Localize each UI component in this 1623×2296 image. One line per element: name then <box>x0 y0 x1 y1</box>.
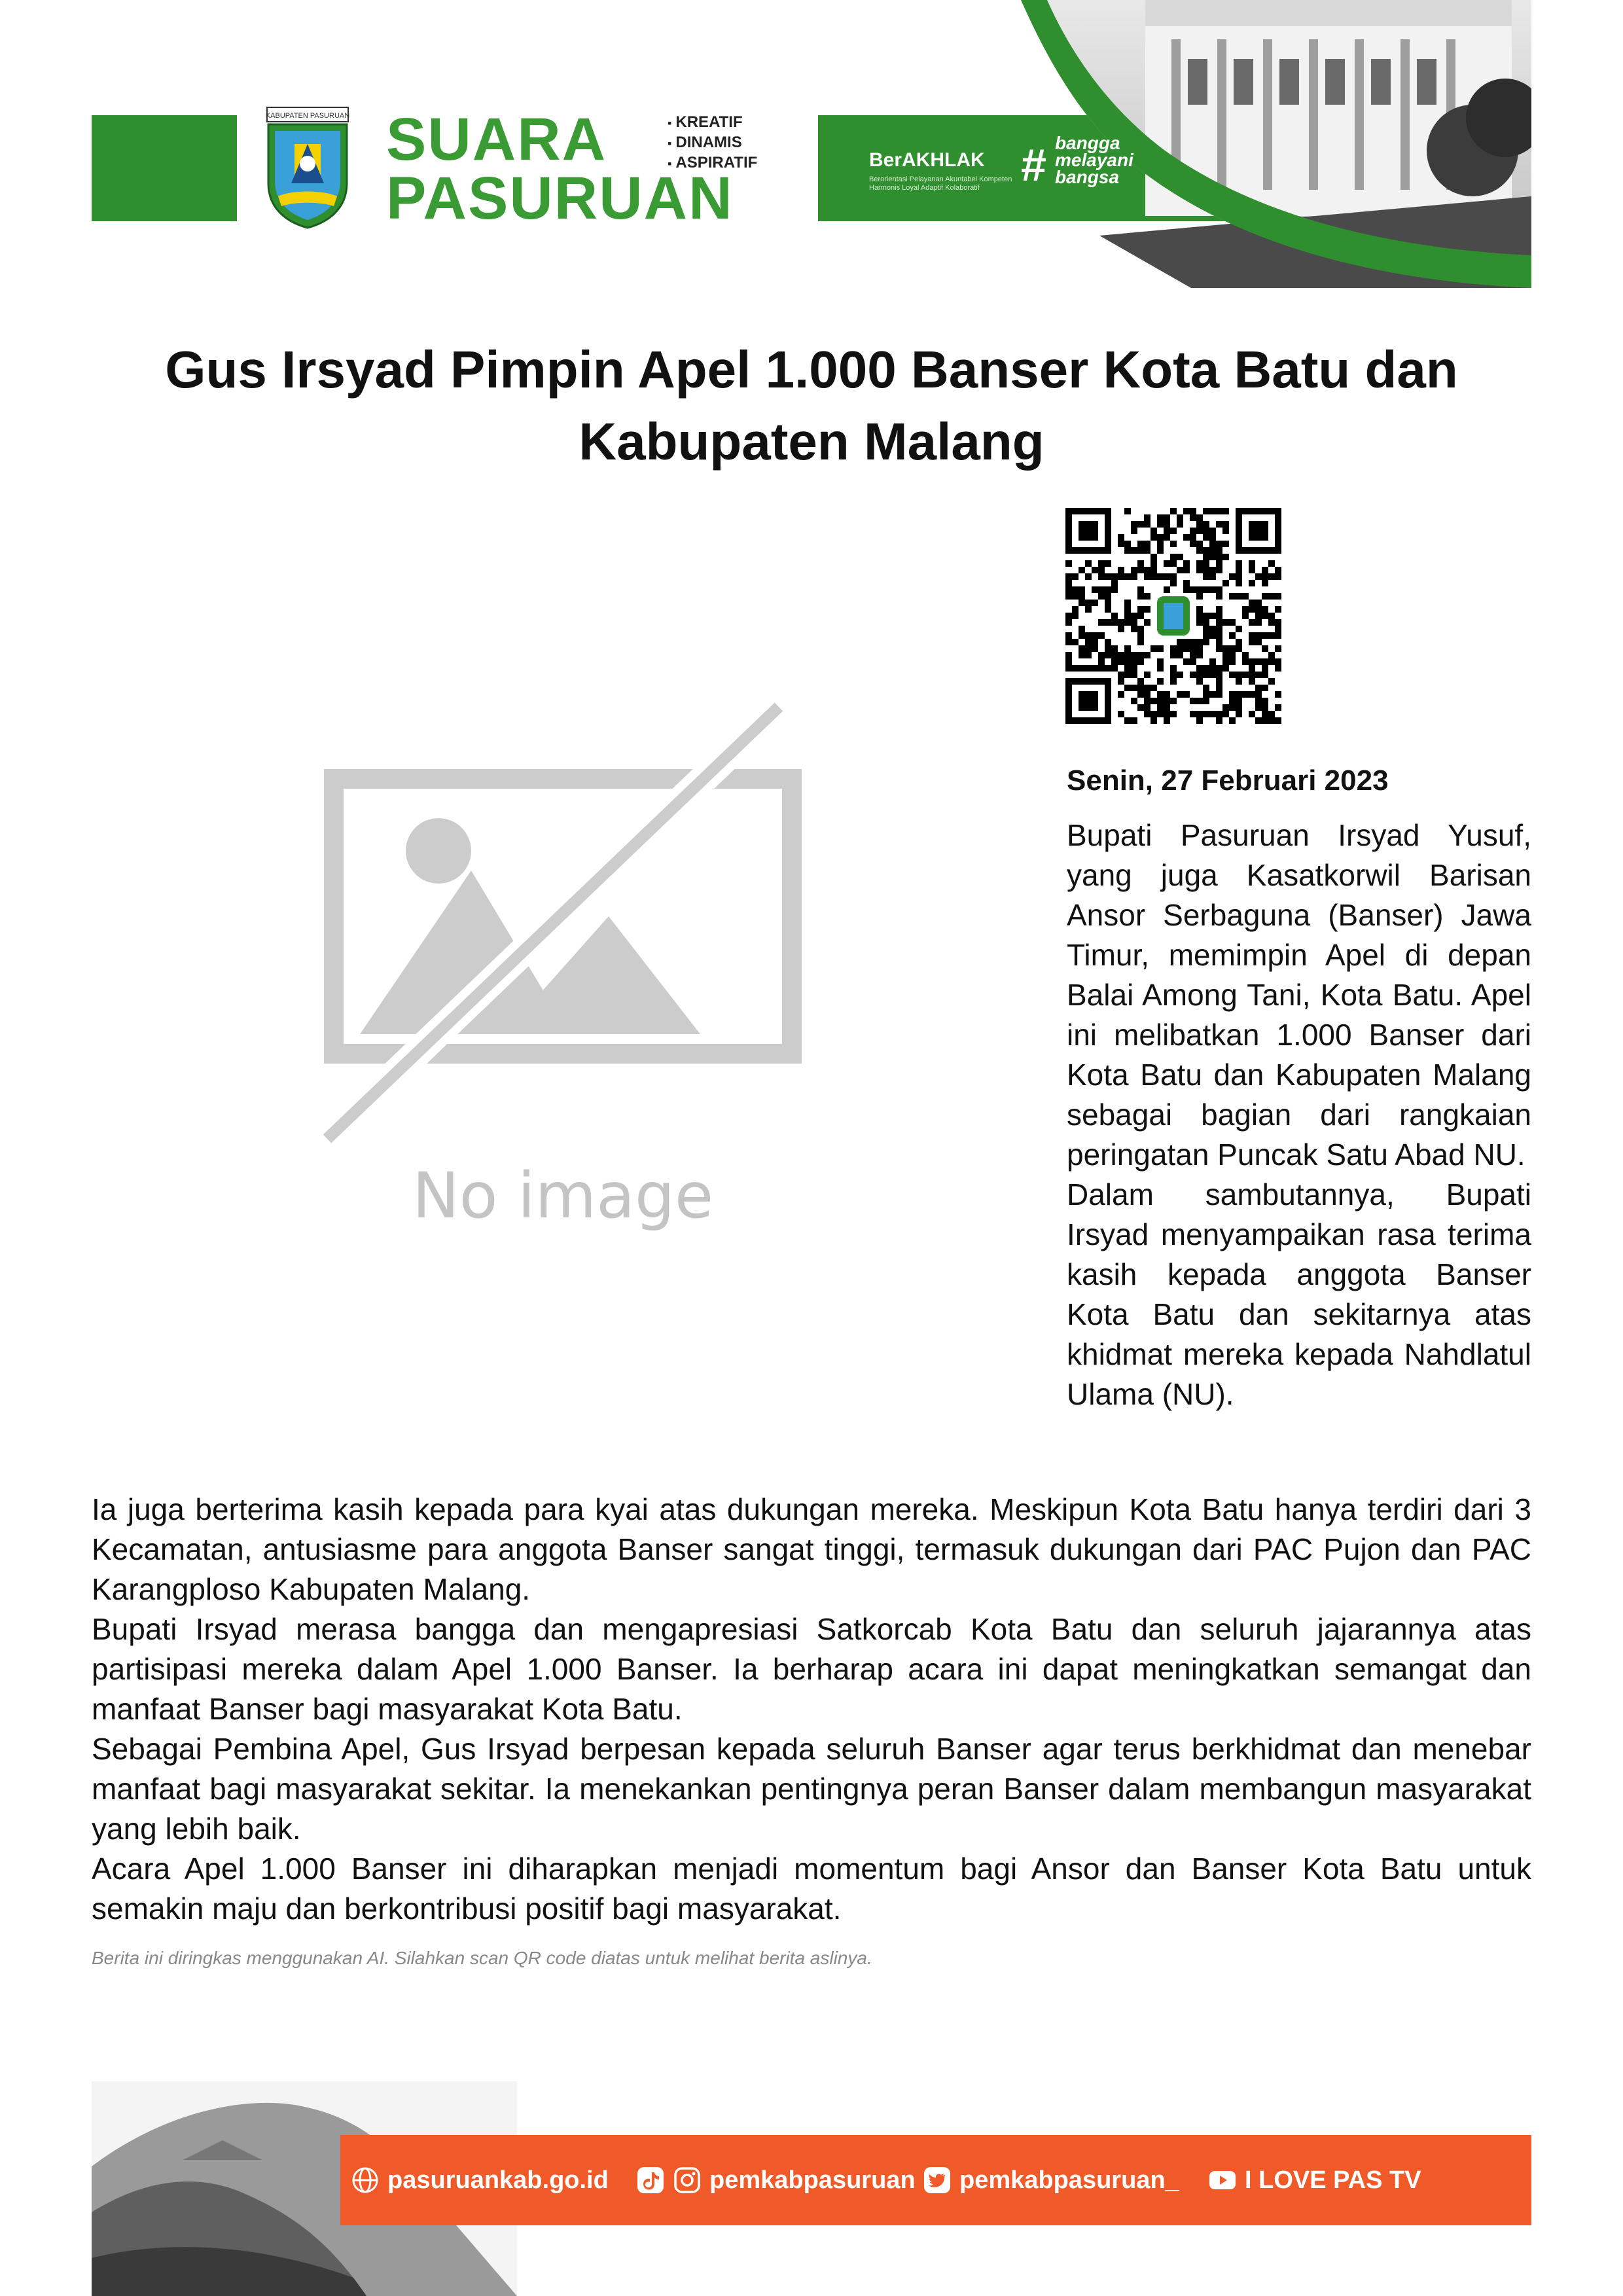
kabupaten-pasuruan-emblem <box>262 105 353 229</box>
footer-website-link[interactable] <box>351 2157 609 2203</box>
article-column-text <box>1067 816 1531 1414</box>
bangga-melayani-bangsa-logo <box>1055 135 1133 186</box>
body-paragraph: Sebagai Pembina Apel, Gus Irsyad berpesan kepada seluruh Banser agar terus berkhidmat dan menebar manfaat bagi masyarakat sekitar. Ia menekankan pentingnya peran Banser dalam membangun masyarakat yang lebih baik. <box>92 1732 1531 1846</box>
body-paragraph: Bupati Irsyad merasa bangga dan mengapresiasi Satkorcab Kota Batu dan seluruh jajarannya atas partisipasi mereka dalam Apel 1.000 Banser. Ia berharap acara ini dapat meningkatkan semangat dan manfaat Banser bagi masyarakat Kota Batu. <box>92 1612 1531 1726</box>
no-image-placeholder <box>308 694 818 1270</box>
column-paragraph: Bupati Pasuruan Irsyad Yusuf, yang juga Kasatkorwil Barisan Ansor Serbaguna (Banser) Jawa Timur, memimpin Apel di depan Balai Among Tani, Kota Batu. Apel ini melibatkan 1.000 Banser dari Kota Batu dan Kabupaten Malang sebagai bagian dari rangkaian peringatan Puncak Satu Abad NU. <box>1067 818 1531 1172</box>
ai-summary-note: Berita ini diringkas menggunakan AI. Silahkan scan QR code diatas untuk melihat berita aslinya. <box>92 1948 872 1968</box>
qr-code[interactable] <box>1065 508 1281 724</box>
brand-line-1: SUARA <box>386 106 607 173</box>
body-paragraph: Acara Apel 1.000 Banser ini diharapkan menjadi momentum bagi Ansor dan Banser Kota Batu untuk semakin maju dan berkontribusi positif bagi masyarakat. <box>92 1852 1531 1926</box>
emblem-caption: KABUPATEN PASURUAN <box>265 112 350 120</box>
article-body <box>92 1490 1531 1929</box>
bangga-line: melayani <box>1055 150 1133 170</box>
twitter-label: pemkabpasuruan_ <box>959 2166 1179 2194</box>
header-green-block-left <box>92 115 237 221</box>
tiktok-icon <box>636 2166 665 2195</box>
instagram-icon <box>673 2166 702 2195</box>
footer-youtube-link[interactable] <box>1208 2157 1421 2203</box>
instagram-label: pemkabpasuruan <box>709 2166 916 2194</box>
tagline-item: ▪ DINAMIS <box>668 133 757 153</box>
website-label: pasuruankab.go.id <box>387 2166 609 2194</box>
body-paragraph: Ia juga berterima kasih kepada para kyai atas dukungan mereka. Meskipun Kota Batu hanya terdiri dari 3 Kecamatan, antusiasme para anggota Banser sangat tinggi, termasuk dukungan dari PAC Pujon dan PAC Karangploso Kabupaten Malang. <box>92 1492 1531 1606</box>
berakhlak-logo: BerAKHLAK <box>869 149 985 171</box>
footer-tiktok-instagram-link[interactable] <box>636 2157 916 2203</box>
tagline-item: ▪ KREATIF <box>668 113 757 133</box>
bangga-line: bangga <box>1055 133 1120 153</box>
twitter-icon <box>923 2166 952 2195</box>
no-image-label: No image <box>412 1159 714 1232</box>
brand-tagline <box>668 113 757 173</box>
youtube-icon <box>1208 2166 1237 2195</box>
berakhlak-subtitle: Berorientasi Pelayanan Akuntabel Kompeten Harmonis Loyal Adaptif Kolaboratif <box>869 175 1012 192</box>
youtube-label: I LOVE PAS TV <box>1245 2166 1421 2194</box>
article-date: Senin, 27 Februari 2023 <box>1067 764 1389 797</box>
bangga-line: bangsa <box>1055 167 1120 187</box>
article-title: Gus Irsyad Pimpin Apel 1.000 Banser Kota Batu dan Kabupaten Malang <box>165 340 1458 471</box>
column-paragraph: Dalam sambutannya, Bupati Irsyad menyampaikan rasa terima kasih kepada anggota Banser Kota Batu dan sekitarnya atas khidmat mereka kepada Nahdlatul Ulama (NU). <box>1067 1177 1531 1411</box>
hashtag-icon: # <box>1021 139 1046 190</box>
tagline-item: ▪ ASPIRATIF <box>668 153 757 173</box>
globe-icon <box>351 2166 380 2195</box>
footer-twitter-link[interactable] <box>923 2157 1179 2203</box>
brand-line-2: PASURUAN <box>386 165 734 232</box>
